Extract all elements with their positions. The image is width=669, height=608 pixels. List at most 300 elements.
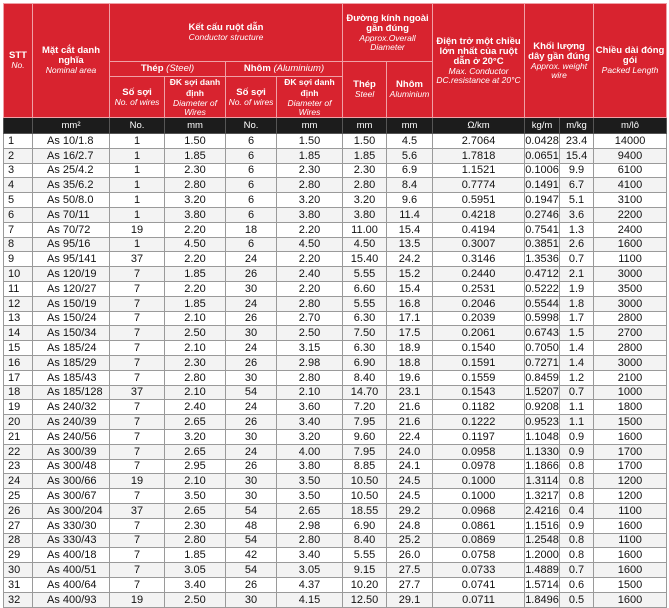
cell-al-dia: 2.80 [277, 296, 343, 311]
cell-weight-mkg: 1.7 [560, 311, 594, 326]
cell-od-steel: 6.90 [343, 355, 387, 370]
cell-steel-wires: 7 [110, 341, 165, 356]
cell-packed-length: 1600 [594, 563, 667, 578]
cell-al-wires: 30 [226, 370, 277, 385]
cell-steel-dia: 2.10 [165, 311, 226, 326]
cell-al-wires: 26 [226, 311, 277, 326]
cell-area: As 400/64 [33, 577, 110, 592]
cell-weight-kgm: 1.3114 [525, 475, 559, 488]
cell-al-wires: 6 [226, 163, 277, 178]
cell-weight-kgm: 0.2746 [525, 208, 559, 221]
cell-packed-length: 1600 [594, 518, 667, 533]
cell-stt: 16 [4, 355, 33, 370]
cell-packed-length: 2100 [594, 370, 667, 385]
cell-steel-dia: 2.20 [165, 222, 226, 237]
cell-al-dia: 2.20 [277, 252, 343, 267]
cell-weight-kgm: 1.2000 [525, 549, 559, 562]
cell-od-al: 16.8 [387, 296, 433, 311]
cell-packed-length: 2200 [594, 207, 667, 222]
cell-weight-mkg: 3.6 [560, 207, 594, 222]
table-row [4, 163, 667, 178]
cell-packed-length: 2800 [594, 311, 667, 326]
cell-weight-kgm: 0.7271 [525, 356, 559, 369]
cell-al-wires: 26 [226, 267, 277, 282]
cell-od-al: 4.5 [387, 134, 433, 149]
cell-weight-kgm: 0.5544 [525, 297, 559, 310]
cable-spec-table-container [3, 3, 666, 608]
cell-stt: 20 [4, 415, 33, 430]
cell-packed-length: 14000 [594, 134, 667, 149]
cell-packed-length: 3000 [594, 296, 667, 311]
cell-al-wires: 6 [226, 178, 277, 193]
cell-steel-wires: 7 [110, 296, 165, 311]
unit-od-al: mm [387, 118, 433, 134]
cell-al-dia: 3.80 [277, 459, 343, 474]
cell-weight-kgm: 1.3536 [525, 253, 559, 266]
table-row [4, 385, 667, 400]
table-row [4, 311, 667, 326]
cell-packed-length: 1000 [594, 385, 667, 400]
cell-steel-wires: 7 [110, 429, 165, 444]
cell-weight-kgm: 2.4216 [525, 504, 559, 517]
cell-weight-mkg: 1.2 [560, 370, 594, 385]
table-row [4, 415, 667, 430]
cell-packed-length: 3100 [594, 193, 667, 208]
cell-steel-wires: 7 [110, 563, 165, 578]
cell-weight-mkg: 0.8 [560, 459, 594, 474]
cell-weight-kgm: 0.8459 [525, 371, 559, 384]
cell-od-steel: 2.80 [343, 178, 387, 193]
cell-area: As 185/43 [33, 370, 110, 385]
cell-stt: 12 [4, 296, 33, 311]
table-row [4, 533, 667, 548]
cell-steel-dia: 2.65 [165, 503, 226, 518]
header-dc-resistance: Điện trở một chiều lớn nhất của ruột dẫn ở 20°C Max. Conductor DC.resistance at 20°C [433, 4, 525, 118]
cell-resistance: 0.2039 [433, 311, 525, 326]
cell-al-wires: 6 [226, 237, 277, 252]
cell-al-wires: 42 [226, 548, 277, 563]
cell-packed-length: 1200 [594, 474, 667, 489]
cell-al-wires: 24 [226, 296, 277, 311]
cell-al-dia: 2.30 [277, 163, 343, 178]
cell-al-wires: 30 [226, 281, 277, 296]
cell-od-steel: 18.55 [343, 503, 387, 518]
cell-od-steel: 10.50 [343, 489, 387, 504]
cell-od-al: 26.0 [387, 548, 433, 563]
cell-weight-mkg: 1.9 [560, 281, 594, 296]
cell-od-al: 5.6 [387, 148, 433, 163]
cell-steel-dia: 1.85 [165, 296, 226, 311]
cell-steel-dia: 1.50 [165, 134, 226, 149]
cell-steel-dia: 1.85 [165, 267, 226, 282]
cell-area: As 95/16 [33, 237, 110, 252]
cell-od-al: 9.6 [387, 193, 433, 208]
cell-weight-kgm: 1.1330 [525, 445, 559, 458]
cell-resistance: 0.1197 [433, 429, 525, 444]
cell-resistance: 0.0958 [433, 444, 525, 459]
cell-al-dia: 3.80 [277, 207, 343, 222]
cell-steel-dia: 2.80 [165, 178, 226, 193]
header-nominal-area: Mặt cắt danh nghĩa Nominal area [33, 4, 110, 118]
header-al-diameter: ĐK sợi danh định Diameter of Wires [277, 77, 343, 118]
cell-area: As 240/39 [33, 415, 110, 430]
cell-al-wires: 18 [226, 222, 277, 237]
cell-area: As 300/39 [33, 444, 110, 459]
cell-od-steel: 12.50 [343, 592, 387, 607]
cell-area: As 16/2.7 [33, 148, 110, 163]
cell-resistance: 0.0758 [433, 548, 525, 563]
cell-od-steel: 7.50 [343, 326, 387, 341]
cell-resistance: 0.1182 [433, 400, 525, 415]
cell-od-al: 17.5 [387, 326, 433, 341]
cell-steel-dia: 2.10 [165, 341, 226, 356]
table-row [4, 222, 667, 237]
cell-weight-kgm: 1.2548 [525, 534, 559, 547]
cell-area: As 50/8.0 [33, 193, 110, 208]
cell-od-al: 24.2 [387, 252, 433, 267]
cell-od-steel: 8.85 [343, 459, 387, 474]
cell-od-steel: 5.55 [343, 548, 387, 563]
table-row [4, 592, 667, 607]
cell-al-dia: 2.80 [277, 370, 343, 385]
cell-steel-dia: 2.10 [165, 385, 226, 400]
unit-length: m/lô [594, 118, 667, 134]
cell-weight-kgm: 1.1516 [525, 519, 559, 532]
cell-od-al: 27.5 [387, 563, 433, 578]
cell-stt: 32 [4, 592, 33, 607]
cell-stt: 14 [4, 326, 33, 341]
cell-stt: 29 [4, 548, 33, 563]
cell-area: As 300/67 [33, 489, 110, 504]
cell-weight-kgm: 1.1866 [525, 460, 559, 473]
cell-stt: 25 [4, 489, 33, 504]
cell-al-wires: 30 [226, 592, 277, 607]
cell-od-al: 22.4 [387, 429, 433, 444]
cell-weight-kgm: 0.9523 [525, 416, 559, 429]
cell-steel-wires: 7 [110, 355, 165, 370]
cell-stt: 3 [4, 163, 33, 178]
cell-area: As 185/24 [33, 341, 110, 356]
cell-steel-wires: 7 [110, 370, 165, 385]
cell-steel-wires: 19 [110, 592, 165, 607]
cell-steel-dia: 2.50 [165, 592, 226, 607]
cell-stt: 18 [4, 385, 33, 400]
cell-stt: 15 [4, 341, 33, 356]
cell-weight-mkg: 9.9 [560, 163, 594, 178]
cell-resistance: 0.1222 [433, 415, 525, 430]
cell-resistance: 0.0733 [433, 563, 525, 578]
cell-steel-dia: 2.80 [165, 370, 226, 385]
cell-area: As 35/6.2 [33, 178, 110, 193]
cell-weight-kgm: 0.1491 [525, 179, 559, 192]
cell-al-dia: 2.65 [277, 503, 343, 518]
cell-steel-wires: 19 [110, 222, 165, 237]
cell-weight-kgm: 0.7050 [525, 342, 559, 355]
cell-al-wires: 26 [226, 355, 277, 370]
cell-stt: 19 [4, 400, 33, 415]
table-row [4, 489, 667, 504]
header-steel-wires: Số sợi No. of wires [110, 77, 165, 118]
cell-packed-length: 1100 [594, 503, 667, 518]
table-row [4, 237, 667, 252]
cell-stt: 24 [4, 474, 33, 489]
cell-steel-dia: 2.30 [165, 163, 226, 178]
cell-od-al: 25.2 [387, 533, 433, 548]
cell-area: As 240/32 [33, 400, 110, 415]
cell-steel-dia: 2.30 [165, 355, 226, 370]
cell-weight-mkg: 1.4 [560, 355, 594, 370]
cell-area: As 300/48 [33, 459, 110, 474]
cell-resistance: 0.2046 [433, 296, 525, 311]
cell-packed-length: 1500 [594, 415, 667, 430]
cell-od-steel: 3.80 [343, 207, 387, 222]
cell-packed-length: 1600 [594, 237, 667, 252]
cell-weight-kgm: 0.6743 [525, 327, 559, 340]
cell-weight-mkg: 0.7 [560, 563, 594, 578]
cell-steel-dia: 3.50 [165, 489, 226, 504]
cell-area: As 10/1.8 [33, 134, 110, 149]
cell-al-dia: 2.40 [277, 267, 343, 282]
cell-od-al: 15.2 [387, 267, 433, 282]
cell-area: As 120/27 [33, 281, 110, 296]
cell-al-dia: 4.50 [277, 237, 343, 252]
cell-steel-wires: 7 [110, 459, 165, 474]
cell-steel-dia: 2.30 [165, 518, 226, 533]
cell-stt: 11 [4, 281, 33, 296]
cell-resistance: 0.0861 [433, 518, 525, 533]
cell-al-wires: 26 [226, 459, 277, 474]
cell-resistance: 0.1543 [433, 385, 525, 400]
table-row [4, 207, 667, 222]
table-row [4, 563, 667, 578]
cell-packed-length: 3000 [594, 355, 667, 370]
header-conductor-structure: Kết cấu ruột dẫn Conductor structure [110, 4, 343, 62]
cell-steel-dia: 3.40 [165, 577, 226, 592]
cell-od-steel: 3.20 [343, 193, 387, 208]
unit-area: mm² [33, 118, 110, 134]
cell-resistance: 0.2061 [433, 326, 525, 341]
cell-weight-kgm: 0.4712 [525, 268, 559, 281]
cell-stt: 17 [4, 370, 33, 385]
cell-resistance: 0.7774 [433, 178, 525, 193]
cell-packed-length: 1200 [594, 489, 667, 504]
cell-stt: 23 [4, 459, 33, 474]
cell-weight-mkg: 6.7 [560, 178, 594, 193]
table-row [4, 444, 667, 459]
cell-steel-wires: 37 [110, 252, 165, 267]
unit-od-steel: mm [343, 118, 387, 134]
cell-stt: 8 [4, 237, 33, 252]
cell-packed-length: 1700 [594, 459, 667, 474]
cell-od-steel: 6.30 [343, 341, 387, 356]
cell-od-al: 23.1 [387, 385, 433, 400]
header-stt: STT No. [4, 4, 33, 118]
cell-stt: 27 [4, 518, 33, 533]
cell-area: As 95/141 [33, 252, 110, 267]
cell-stt: 9 [4, 252, 33, 267]
cell-al-wires: 6 [226, 193, 277, 208]
cell-al-wires: 24 [226, 341, 277, 356]
cell-al-dia: 4.37 [277, 577, 343, 592]
cell-weight-mkg: 0.6 [560, 577, 594, 592]
cell-resistance: 0.1000 [433, 489, 525, 504]
unit-steel-dia: mm [165, 118, 226, 134]
cell-al-wires: 54 [226, 563, 277, 578]
cable-spec-table [3, 3, 667, 608]
cell-od-al: 24.8 [387, 518, 433, 533]
cell-al-dia: 4.15 [277, 592, 343, 607]
cell-od-al: 13.5 [387, 237, 433, 252]
table-row [4, 474, 667, 489]
cell-stt: 28 [4, 533, 33, 548]
header-weight: Khối lượng dây gần đúng Approx. weight wire [525, 4, 594, 118]
cell-od-steel: 7.95 [343, 444, 387, 459]
cell-steel-wires: 7 [110, 548, 165, 563]
cell-od-steel: 14.70 [343, 385, 387, 400]
cell-od-steel: 9.60 [343, 429, 387, 444]
cell-steel-wires: 37 [110, 503, 165, 518]
table-row [4, 548, 667, 563]
cell-al-wires: 54 [226, 533, 277, 548]
cell-resistance: 0.5951 [433, 193, 525, 208]
cell-al-dia: 2.80 [277, 533, 343, 548]
table-row [4, 459, 667, 474]
cell-od-steel: 7.20 [343, 400, 387, 415]
cell-al-wires: 24 [226, 444, 277, 459]
cell-packed-length: 1100 [594, 533, 667, 548]
cell-al-dia: 1.50 [277, 134, 343, 149]
cell-packed-length: 1100 [594, 252, 667, 267]
cell-steel-wires: 37 [110, 385, 165, 400]
cell-od-al: 27.7 [387, 577, 433, 592]
cell-al-wires: 24 [226, 400, 277, 415]
cell-al-dia: 3.20 [277, 429, 343, 444]
cell-od-al: 29.2 [387, 503, 433, 518]
cell-stt: 10 [4, 267, 33, 282]
unit-resistance: Ω/km [433, 118, 525, 134]
cell-weight-mkg: 0.7 [560, 252, 594, 267]
cell-area: As 25/4.2 [33, 163, 110, 178]
cell-od-al: 18.8 [387, 355, 433, 370]
cell-steel-wires: 1 [110, 163, 165, 178]
cell-steel-wires: 1 [110, 134, 165, 149]
cell-weight-mkg: 0.9 [560, 444, 594, 459]
cell-al-dia: 1.85 [277, 148, 343, 163]
cell-steel-dia: 2.20 [165, 281, 226, 296]
cell-stt: 30 [4, 563, 33, 578]
cell-weight-mkg: 0.5 [560, 592, 594, 607]
cell-od-al: 6.9 [387, 163, 433, 178]
cell-od-steel: 1.50 [343, 134, 387, 149]
cell-steel-wires: 7 [110, 311, 165, 326]
cell-steel-wires: 1 [110, 207, 165, 222]
cell-packed-length: 4100 [594, 178, 667, 193]
cell-al-wires: 6 [226, 207, 277, 222]
cell-weight-kgm: 1.8496 [525, 593, 559, 606]
cell-area: As 150/19 [33, 296, 110, 311]
cell-od-al: 15.4 [387, 281, 433, 296]
cell-steel-dia: 2.65 [165, 444, 226, 459]
cell-od-steel: 4.50 [343, 237, 387, 252]
cell-weight-kgm: 0.1006 [525, 164, 559, 177]
cell-packed-length: 2400 [594, 222, 667, 237]
table-row [4, 370, 667, 385]
cell-packed-length: 9400 [594, 148, 667, 163]
cell-stt: 7 [4, 222, 33, 237]
cell-steel-dia: 2.65 [165, 415, 226, 430]
cell-steel-dia: 3.05 [165, 563, 226, 578]
cell-steel-wires: 7 [110, 415, 165, 430]
table-body [4, 134, 667, 608]
cell-al-wires: 30 [226, 489, 277, 504]
cell-steel-wires: 7 [110, 444, 165, 459]
unit-mkg: m/kg [560, 118, 594, 134]
table-row [4, 134, 667, 149]
cell-packed-length: 1600 [594, 592, 667, 607]
cell-steel-dia: 2.50 [165, 326, 226, 341]
cell-od-steel: 8.40 [343, 370, 387, 385]
cell-weight-mkg: 1.5 [560, 326, 594, 341]
cell-weight-mkg: 5.1 [560, 193, 594, 208]
cell-weight-mkg: 0.8 [560, 533, 594, 548]
table-row [4, 296, 667, 311]
header-al-wires: Số sợi No. of wires [226, 77, 277, 118]
cell-stt: 31 [4, 577, 33, 592]
unit-steel-wires: No. [110, 118, 165, 134]
cell-weight-mkg: 1.4 [560, 341, 594, 356]
cell-al-dia: 2.98 [277, 518, 343, 533]
cell-weight-mkg: 0.8 [560, 548, 594, 563]
cell-weight-mkg: 0.8 [560, 474, 594, 489]
cell-resistance: 0.1591 [433, 355, 525, 370]
cell-od-al: 17.1 [387, 311, 433, 326]
header-steel: Thép (Steel) [110, 62, 226, 77]
cell-al-dia: 2.80 [277, 178, 343, 193]
cell-od-steel: 1.85 [343, 148, 387, 163]
table-row [4, 178, 667, 193]
cell-steel-wires: 7 [110, 267, 165, 282]
cell-weight-mkg: 0.8 [560, 489, 594, 504]
header-overall-diameter: Đường kính ngoài gần đúng Approx.Overall Diameter [343, 4, 433, 62]
header-steel-diameter: ĐK sợi danh định Diameter of Wires [165, 77, 226, 118]
cell-od-al: 29.1 [387, 592, 433, 607]
table-row [4, 252, 667, 267]
cell-steel-dia: 2.40 [165, 400, 226, 415]
cell-resistance: 1.1521 [433, 163, 525, 178]
cell-resistance: 0.1000 [433, 474, 525, 489]
cell-weight-kgm: 0.9208 [525, 401, 559, 414]
cell-al-dia: 3.05 [277, 563, 343, 578]
cell-resistance: 0.0869 [433, 533, 525, 548]
cell-al-wires: 6 [226, 134, 277, 149]
cell-weight-kgm: 1.5714 [525, 578, 559, 591]
table-row [4, 326, 667, 341]
cell-steel-dia: 3.20 [165, 193, 226, 208]
cell-stt: 6 [4, 207, 33, 222]
table-row [4, 193, 667, 208]
cell-area: As 70/11 [33, 207, 110, 222]
cell-stt: 22 [4, 444, 33, 459]
cell-steel-dia: 3.20 [165, 429, 226, 444]
cell-od-steel: 11.00 [343, 222, 387, 237]
cell-steel-wires: 7 [110, 489, 165, 504]
cell-steel-wires: 1 [110, 148, 165, 163]
cell-al-dia: 3.50 [277, 489, 343, 504]
cell-al-dia: 2.98 [277, 355, 343, 370]
table-row [4, 281, 667, 296]
cell-steel-dia: 3.80 [165, 207, 226, 222]
cell-od-al: 24.5 [387, 489, 433, 504]
